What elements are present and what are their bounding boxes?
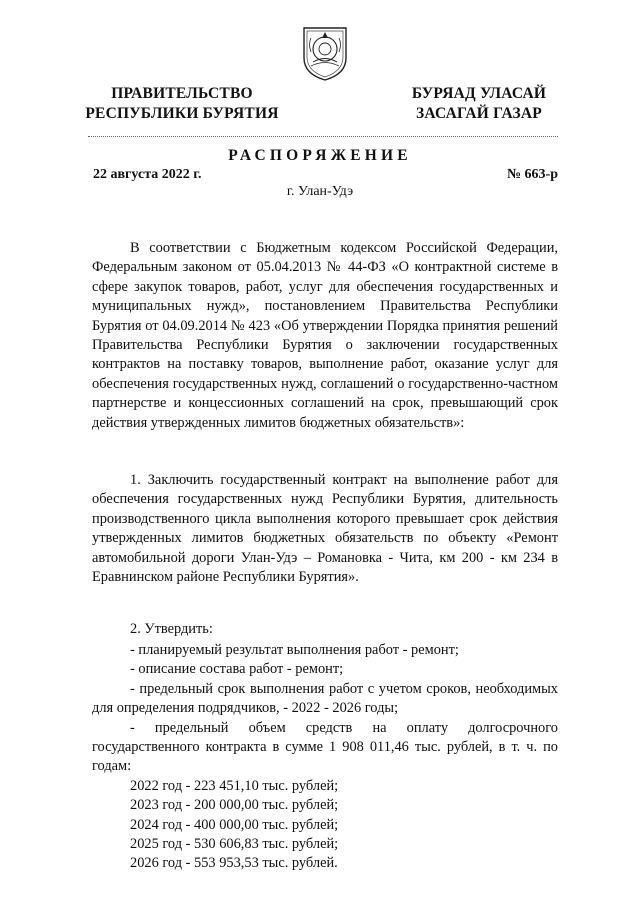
- year-amount: 2026 год - 553 953,53 тыс. рублей.: [130, 855, 338, 872]
- government-name-russian: [82, 84, 282, 124]
- document-city: г. Улан-Удэ: [286, 184, 354, 199]
- header-right-line1: БУРЯАД УЛАСАЙ: [411, 85, 547, 102]
- document-title: РАСПОРЯЖЕНИЕ: [228, 147, 412, 164]
- year-amount: 2025 год - 530 606,83 тыс. рублей;: [130, 835, 339, 852]
- document-number: № 663-р: [506, 167, 558, 182]
- year-amount: 2022 год - 223 451,10 тыс. рублей;: [130, 777, 339, 794]
- header-right-line2: ЗАСАГАЙ ГАЗАР: [416, 105, 542, 122]
- government-name-buryat: [404, 84, 554, 124]
- header-left-line2: РЕСПУБЛИКИ БУРЯТИЯ: [85, 105, 279, 122]
- intro-paragraph: В соответствии с Бюджетным кодексом Российской Федерации, Федеральным законом от 05.04.2013 № 44-ФЗ «О контрактной системе в сфере закупок товаров, работ, услуг для обеспечения государственных и муниципальных нужд», постановлением Правительства Республики Бурятия от 04.09.2014 № 423 «Об утверждении Порядка принятия решений Правительства Республики Бурятия о заключении государственных контрактов на поставку товаров, выполнение работ, оказание услуг для обеспечения государственных нужд, соглашений о государственно-частном партнерстве и концессионных соглашений на срок, превышающий срок действия утвержденных лимитов бюджетных обязательств»:: [92, 240, 558, 431]
- coat-of-arms-emblem: [300, 22, 350, 82]
- document-body: [92, 239, 558, 874]
- year-amount: 2024 год - 400 000,00 тыс. рублей;: [130, 816, 339, 833]
- document-date: 22 августа 2022 г.: [93, 167, 202, 182]
- dash-item: - предельный срок выполнения работ с учетом сроков, необходимых для определения подрядчиков, - 2022 - 2026 годы;: [92, 680, 558, 717]
- dash-item: - описание состава работ - ремонт;: [130, 661, 344, 678]
- header-left-line1: ПРАВИТЕЛЬСТВО: [111, 85, 253, 102]
- dash-item: - планируемый результат выполнения работ - ремонт;: [130, 641, 459, 658]
- dash-item: - предельный объем средств на оплату долгосрочного государственного контракта в сумме 1 908 011,46 тыс. рублей, в т. ч. по годам:: [92, 719, 558, 775]
- item-2-heading: 2. Утвердить:: [130, 620, 213, 637]
- item-1-paragraph: 1. Заключить государственный контракт на выполнение работ для обеспечения государственных нужд Республики Бурятия, длительность производственного цикла выполнения которого превышает срок действия утвержденных лимитов бюджетных обязательств по объекту «Ремонт автомобильной дороги Улан-Удэ – Романовка - Чита, км 200 - км 234 в Еравнинском районе Республики Бурятия».: [92, 472, 558, 586]
- header-divider: [88, 136, 558, 137]
- year-amount: 2023 год - 200 000,00 тыс. рублей;: [130, 797, 339, 814]
